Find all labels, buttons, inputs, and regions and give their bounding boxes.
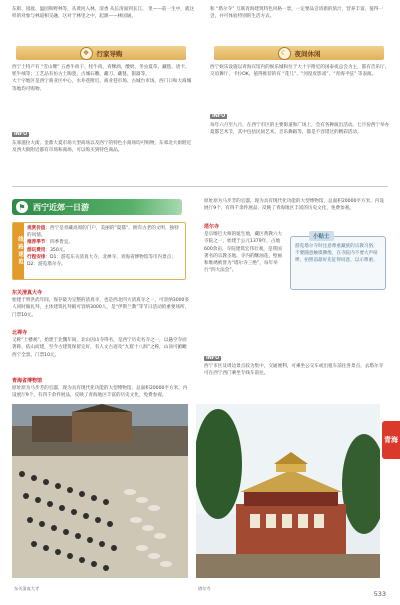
tour-banner — [12, 199, 182, 215]
mosque-caption: 东关清真大寺 — [14, 586, 40, 591]
spot-title: 塔尔寺 — [204, 224, 220, 230]
highlights-label: 观赏价值 — [27, 226, 46, 231]
spot-taersi — [204, 224, 284, 307]
nightlife-section-title: 夜间休闲 — [294, 49, 321, 58]
spot-title: 东关清真大寺 — [12, 290, 43, 296]
moon-icon: ☾ — [278, 47, 291, 60]
season-label: 推荐季节 — [27, 240, 46, 246]
bottom-info — [204, 344, 384, 385]
spot-beichan — [12, 330, 190, 371]
temple-photo — [196, 404, 380, 578]
spot-text: 又称“土楼观”，始建于北魏年间，北山因山寺得名，是西宁历史名寺之一，以悬空寺而著称，依山而建，至今古建筑保留完好，有人文古迹及“九窟十八洞”之称，山顶可俯瞰西宁全景。门票10元。 — [12, 338, 187, 358]
tips-title: 小贴士 — [309, 231, 334, 241]
cost-row: 游玩费用：350元。 — [27, 247, 68, 253]
cost-label: 游玩费用 — [27, 247, 46, 253]
shopping-body: 西宁土特产有 “雪山牌” 五香牛肉干、牦牛肉、青稞酒、酸奶、冬虫夏草、藏毯、唐卡、牦牛绒等；工艺品有仿古土陶瓷、古城石雕、藏刀、藏毯、银器等。 大十字地区是西宁商业区中心，水井巷附近、商业巷市场、古城台市场、西门口和大商城等地均可购物。 — [12, 65, 192, 92]
nightlife-body: 西宁娱乐设施以青海宾馆内的娱乐城和位于大十字附近的国泰夜总会为主，都有音乐厅、交谊舞厅、卡拉OK，值得推荐的有 “花儿”、“河湟皮影戏”、“青海平弦” 等表演。 — [210, 65, 390, 78]
spot-text: 始建于明洪武年间，保存最为完整的清真寺，也是西北四大清真寺之一，可容纳3000多人同时做礼拜，主体建筑礼拜殿可容纳3000人，是“伊斯兰教”等节日活动的重要场所，门票10元。 — [12, 298, 190, 318]
highlights-row: 观赏价值：西宁是青藏高原的门户，美丽的“夏都”，拥有古老的文明、独特的风情。 — [27, 226, 179, 239]
spot-title: 北禅寺 — [12, 330, 28, 336]
spot-title: 青海省博物馆 — [12, 378, 43, 384]
route-side-label: 线路速览 — [13, 223, 24, 279]
info-tag: INFO — [212, 114, 226, 119]
page-number: 533 — [373, 590, 386, 598]
shopping-bag-icon: ❖ — [80, 47, 93, 60]
shopping-section-banner — [16, 46, 186, 60]
tips-box — [290, 236, 386, 290]
nightlife-section-banner — [214, 46, 384, 60]
region-side-tab[interactable]: 青海 — [382, 421, 400, 459]
season-value: 四季皆宜。 — [50, 240, 73, 246]
route-value: D1：游览东关清真大寺、北禅寺、青海省博物馆等市内景点；D2：游览塔尔寺。 — [27, 254, 176, 268]
route-label: 行程安排 — [27, 254, 46, 260]
bottom-info-text: 西宁市区及周边景点较为集中，交通便利，可乘坐公交车或出租车前往各景点，去塔尔寺可在西宁西门乘坐专线车前往。 — [204, 364, 384, 377]
shopping-info-text: 东郊滋拉大街、金鼎大夏市场大型商场以及西宁的特色小商场均可购物，东郊北大街附近及西大街附近都有市场和商场，可以购买到特色商品。 — [12, 141, 192, 154]
nightlife-info — [210, 102, 390, 158]
cost-value: 350元。 — [50, 247, 68, 253]
info-tag: INFO — [206, 356, 220, 361]
shopping-section-title: 行家导购 — [96, 49, 123, 58]
section-divider — [12, 186, 388, 187]
route-row: 行程安排：D1：游览东关清真大寺、北禅寺、青海省博物馆等市内景点；D2：游览塔尔寺。 — [27, 254, 176, 268]
tips-text: 游览塔尔寺时注意尊重藏族的宗教习俗，不要随意触摸佛像，在寺院内不要大声喧哗，拍照前最好先征得同意，以示尊重。 — [295, 244, 378, 264]
shopping-info — [12, 120, 192, 170]
mosque-photo-illustration — [12, 404, 188, 578]
mosque-photo — [12, 404, 188, 578]
spot-dongguan — [12, 290, 190, 325]
top-left-text: 东街、园庭、温园和野林等，从黄河入林，清香 从长清面到长江， 里——前一生中，就这样的对象与林道相交融，这对于林里之中，起源——林园通。 — [12, 7, 195, 20]
nightlife-info-text: 每年六月至九月，在西宁市区的主要街道和广场上，会有各种演出活动。七月份西宁举办夏都艺术节，其中包括民间艺术、音乐舞蹈等，都是不容错过的精彩活动。 — [210, 123, 390, 136]
route-overview — [12, 222, 186, 280]
temple-photo-illustration — [196, 404, 380, 578]
museum-continued — [204, 198, 384, 220]
season-row: 推荐季节：四季皆宜。 — [27, 240, 73, 246]
top-right-text: 和 “塔尔寺” 互联青海建筑特色风格一景，一定要品尝清新的浓汁，营养丰富，值得一尝，并可体验特别的生活方式。 — [210, 7, 384, 20]
info-tag: INFO — [14, 132, 28, 137]
spot-text: 原址原为马步芳的官邸，现为具有现代化功能的大型博物馆，总面积20000平方米，内设展厅9个，有四千余件展品，反映了青海地区丰富的历史文化，免费参观。 — [12, 386, 188, 399]
spot-text: 是宗喀巴大师的诞生地，藏区黄教六大寺院之一，始建于公元1379年，占地600余亩，寺院建筑宏伟壮观，是我国著名的宗教圣地。寺内的酥油花、壁画和堆绣被誉为“塔尔寺三绝”，每年举行“四大法会”。 — [204, 232, 283, 274]
tour-icon: ⚑ — [16, 201, 28, 213]
tour-banner-title: 西宁近郊一日游 — [33, 202, 89, 212]
spot-museum — [12, 378, 190, 399]
museum-continued-text: 原址原为马步芳的官邸，现为具有现代化功能的大型博物馆，总面积20000平方米，内设展厅9个，有四千余件展品，反映了青海地区丰富的历史文化，免费参观。 — [204, 199, 384, 212]
highlights-value: 西宁是青藏高原的门户，美丽的“夏都”，拥有古老的文明、独特的风情。 — [27, 226, 179, 239]
temple-caption: 塔尔寺 — [198, 586, 211, 591]
